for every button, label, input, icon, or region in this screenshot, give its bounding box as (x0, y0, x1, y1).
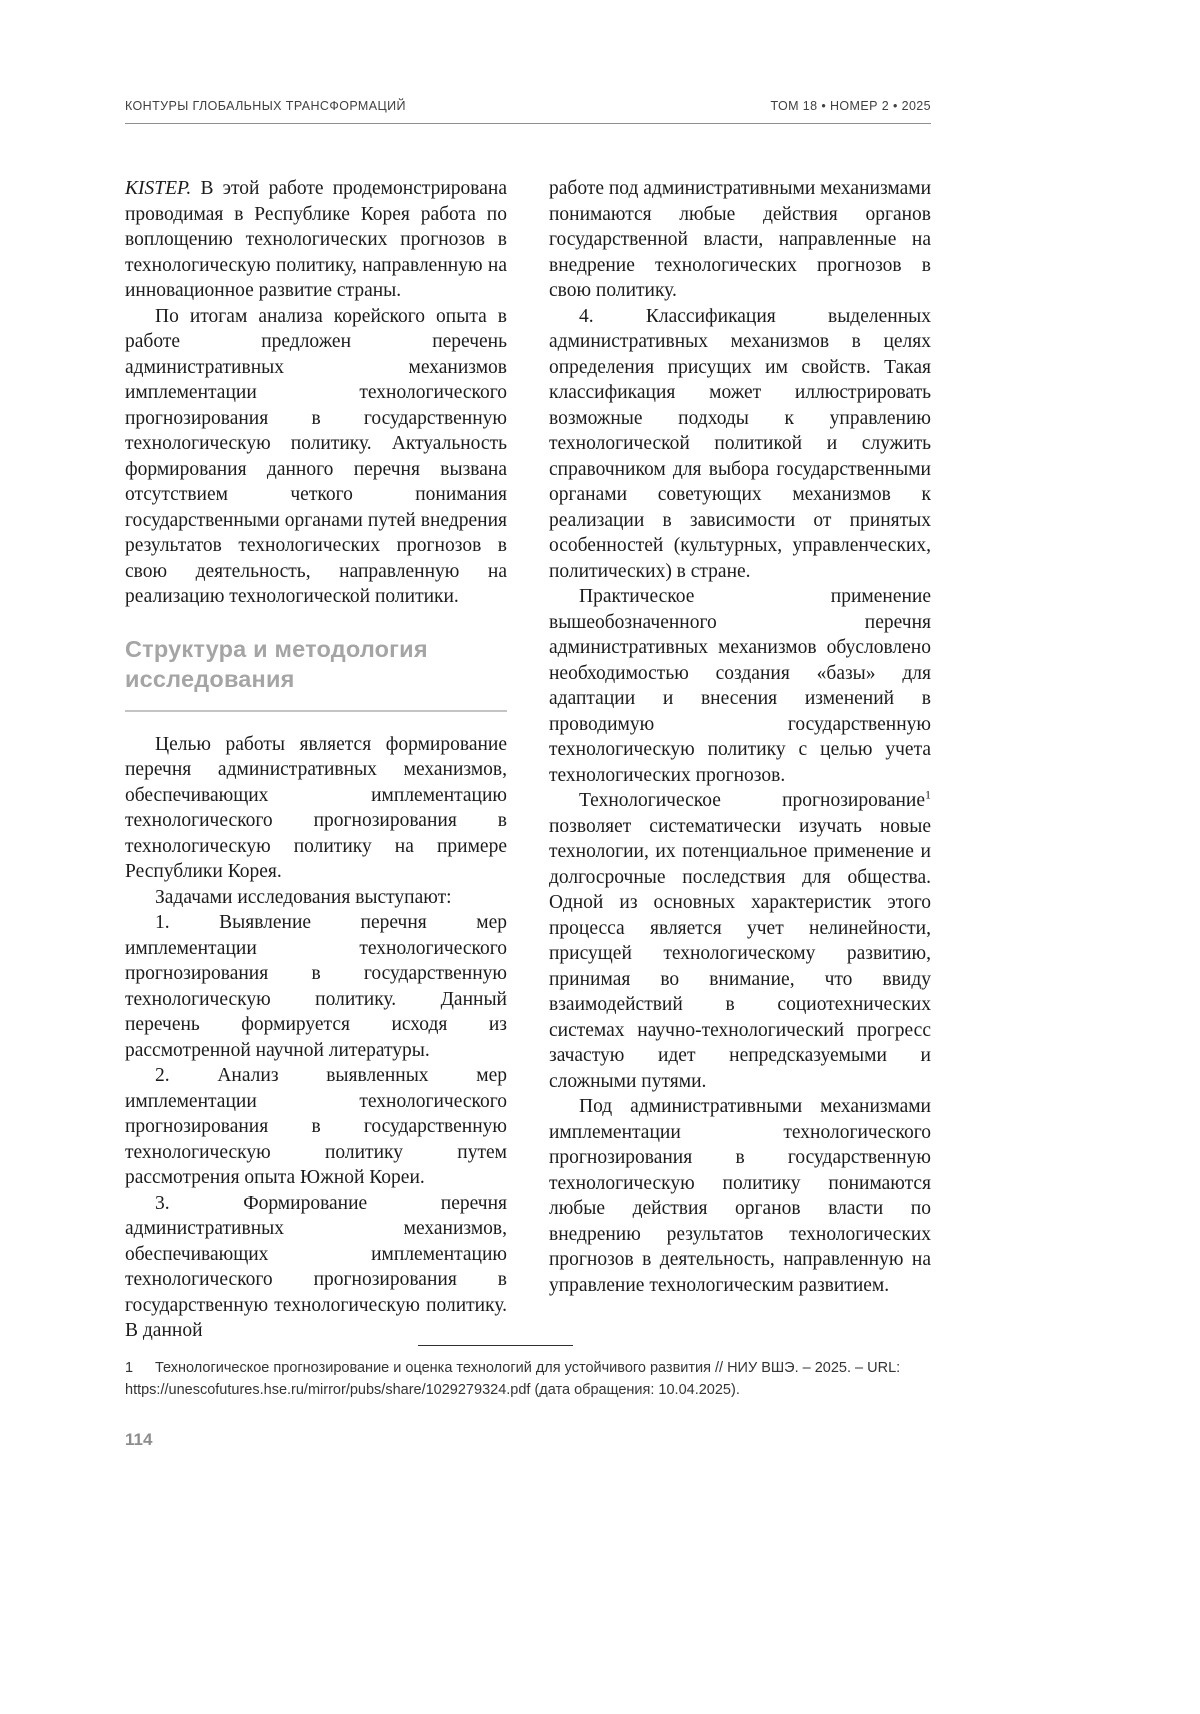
left-column (125, 176, 507, 1344)
paragraph (549, 176, 931, 304)
page-number: 114 (125, 1430, 153, 1449)
right-column (549, 176, 931, 1344)
text-run: Под административными механизмами имплементации технологического прогнозирования в государственную технологическую политику понимаются любые действия органов власти по внедрению результатов технологических прогнозов в деятельность, направленную на управление технологическим развитием. (549, 1096, 931, 1296)
section-heading: Структура и методология исследования (125, 635, 428, 692)
text-run: Практическое применение вышеобозначенного перечня административных механизмов обусловлено необходимостью создания «базы» для адаптации и внесения изменений в проводимую государственную технологическую политику с целью учета технологических прогнозов. (549, 586, 931, 786)
text-run: Задачами исследования выступают: (155, 886, 452, 908)
text-run: 4. Классификация выделенных административных механизмов в целях определения присущих им свойств. Такая классификация может иллюстрировать возможные подходы к управлению технологической политикой и служить справочником для выбора государственными органами советующих механизмов к реализации в зависимости от принятых особенностей (культурных, управленческих, политических) в стране. (549, 305, 931, 582)
paragraph (125, 910, 507, 1063)
italic-text: KISTEP. (125, 178, 192, 199)
section-heading-rule (125, 710, 507, 712)
paragraph (125, 732, 507, 885)
journal-title: КОНТУРЫ ГЛОБАЛЬНЫХ ТРАНСФОРМАЦИЙ (125, 99, 406, 113)
volume-issue-label: ТОМ 18 • НОМЕР 2 • 2025 (770, 99, 931, 113)
footnote-marker: 1 (125, 1360, 134, 1376)
footnote-rule (418, 1345, 573, 1346)
text-run: По итогам анализа корейского опыта в работе предложен перечень административных механизмов имплементации технологического прогнозирования в государственную технологическую политику. Актуальность формирования данного перечня вызвана отсутствием четкого понимания государственными органами путей внедрения результатов технологических прогнозов в свою деятельность, направленную на реализацию технологической политики. (125, 305, 507, 607)
text-run: 1. Выявление перечня мер имплементации технологического прогнозирования в государственную технологическую политику. Данный перечень формируется исходя из рассмотренной научной литературы. (125, 912, 507, 1061)
paragraph (549, 1094, 931, 1298)
paragraph (549, 788, 931, 1094)
footnote-block (125, 1345, 931, 1401)
text-run: Целью работы является формирование перечня административных механизмов, обеспечивающих имплементацию технологического прогнозирования в технологическую политику на примере Республики Корея. (125, 733, 507, 882)
paragraph (125, 1191, 507, 1344)
text-run: работе под административными механизмами понимаются любые действия органов государственной власти, направленные на внедрение технологических прогнозов в свою политику. (549, 178, 932, 301)
footnote (125, 1358, 931, 1401)
paragraph (549, 584, 931, 788)
running-header (125, 99, 931, 113)
paragraph (125, 885, 507, 911)
footnote-reference: 1 (925, 787, 931, 802)
header-rule (125, 123, 931, 124)
text-run: В этой работе продемонстрирована проводимая в Республике Корея работа по воплощению технологических прогнозов в технологическую политику, направленную на инновационное развитие страны. (125, 178, 507, 301)
text-run: позволяет систематически изучать новые технологии, их потенциальное применение и долгосрочные последствия для общества. Одной из основных характеристик этого процесса является учет нелинейности, присущей технологическому развитию, принимая во внимание, что ввиду взаимодействий в социотехнических системах научно-технологический прогресс зачастую идет непредсказуемыми и сложными путями. (549, 815, 931, 1092)
footnote-text: Технологическое прогнозирование и оценка технологий для устойчивого развития // НИУ ВШЭ. – 2025. – URL: https://unescofutures.hse.ru/mirror/pubs/share/1029279324.pdf (дата обращения: 10.04.2025). (125, 1360, 901, 1398)
paragraph (125, 1063, 507, 1191)
paragraph (125, 176, 507, 304)
text-run: 2. Анализ выявленных мер имплементации технологического прогнозирования в государственную технологическую политику путем рассмотрения опыта Южной Кореи. (125, 1065, 507, 1188)
document-page (125, 0, 931, 1714)
paragraph (125, 304, 507, 610)
article-body (125, 176, 931, 1344)
text-run: 3. Формирование перечня административных механизмов, обеспечивающих имплементацию технологического прогнозирования в государственную технологическую политику. В данной (125, 1192, 507, 1341)
text-run: Технологическое прогнозирование (579, 790, 925, 811)
paragraph (549, 304, 931, 585)
